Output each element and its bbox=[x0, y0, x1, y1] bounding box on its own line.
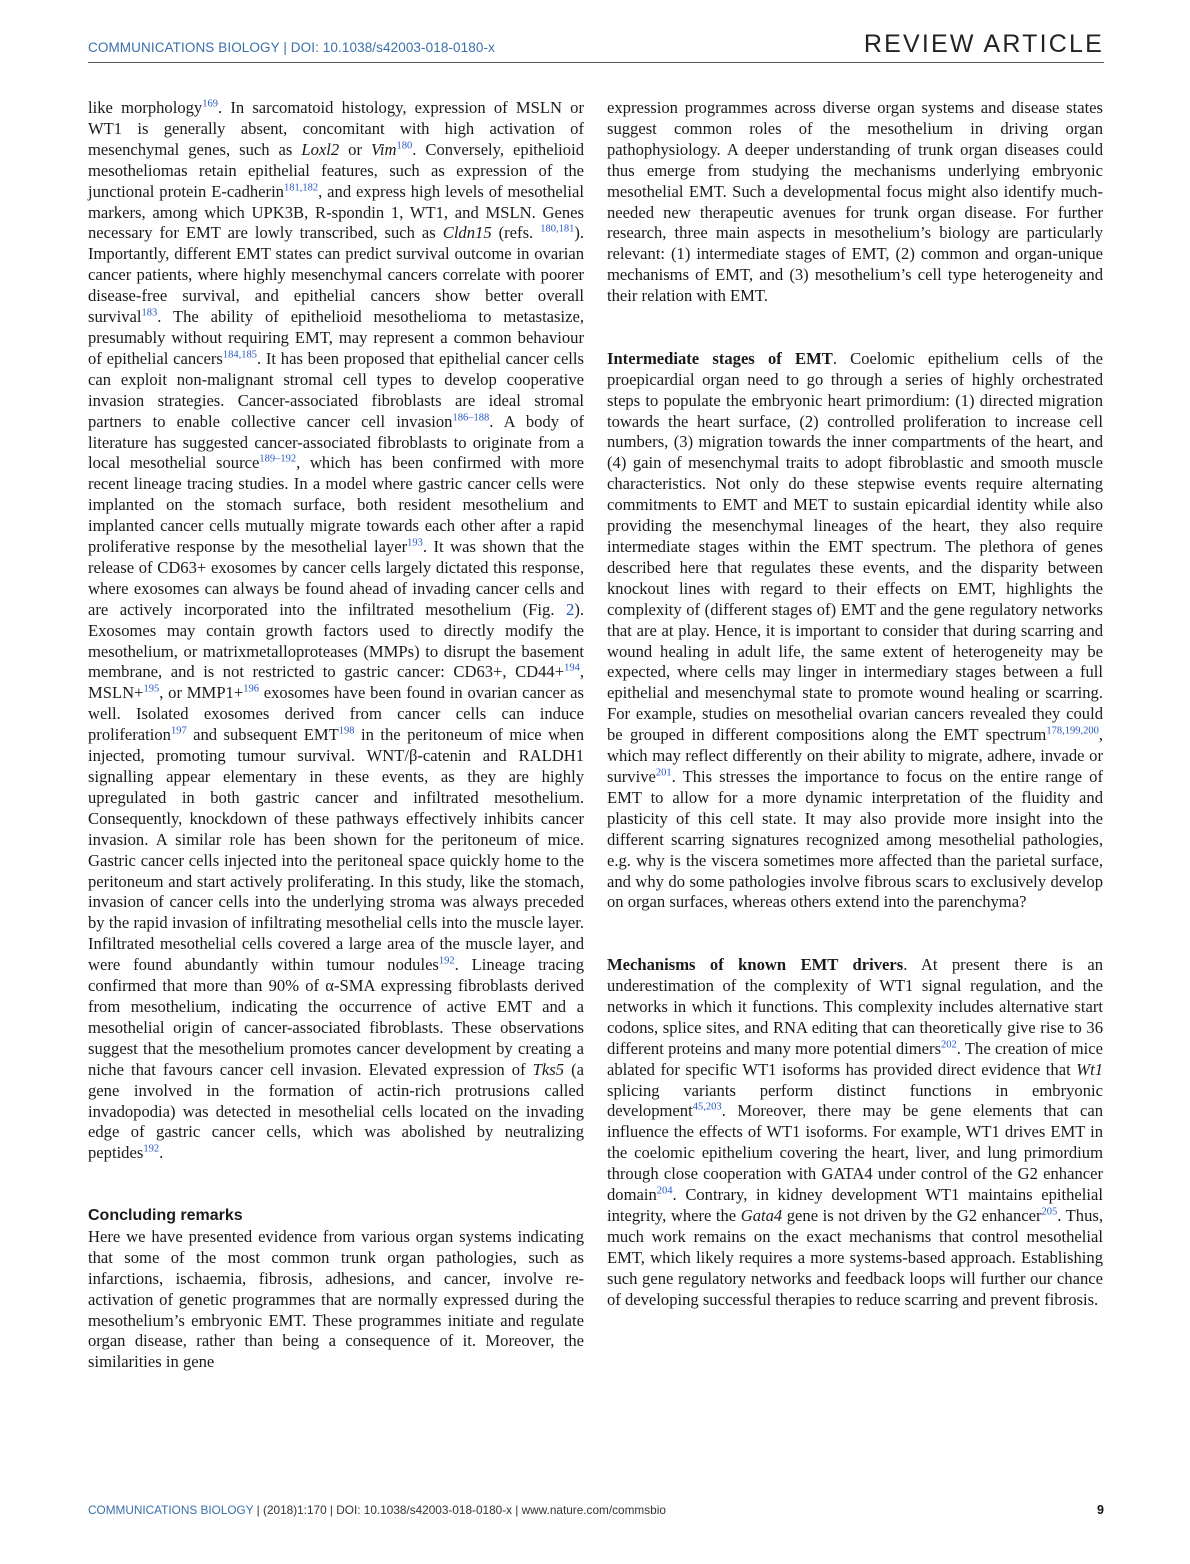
text-run: gene is not driven by the G2 enhancer bbox=[782, 1206, 1042, 1225]
text-run: . This stresses the importance to focus on the entire range of EMT to allow for a more dynamic interpretation of the fluidity and plasticity of this cell state. It may also provide more insight into the different scarring signatures recognized among mesothelial pathologies, e.g. why is the viscera sometimes more affected than the parietal surface, and why do some pathologies involve fibrous scars to exclusively develop on organ surfaces, whereas others extend into the parenchyma? bbox=[607, 766, 1103, 912]
text-run: . The ability of epithelioid mesothelioma to metastasize, presumably without requiring EMT, may represent a common behaviour of epithelial cancers bbox=[88, 307, 584, 368]
citation-link[interactable]: 184,185 bbox=[222, 349, 257, 361]
page-number: 9 bbox=[1097, 1503, 1104, 1517]
text-run: . It was shown that the release of CD63+ exosomes by cancer cells largely dictated this response, where exosomes can always be found ahead of invading cancer cells and are actively incorporated into the infiltrated mesothelium (Fig. bbox=[88, 537, 584, 619]
citation-link[interactable]: 180 bbox=[396, 140, 413, 152]
text-run: in the peritoneum of mice when injected, promoting tumour survival. WNT/β-catenin and RALDH1 signalling appear elementary in these events, as they are highly upregulated in both gastric cancer and infiltrated mesothelium. Consequently, knockdown of these pathways effectively inhibits cancer invasion. A similar role has been shown for the peritoneum of mice. Gastric cancer cells injected into the peritoneal space quickly home to the peritoneum and start actively proliferating. In this study, like the stomach, invasion of cancer cells into the underlying stroma was always preceded by the rapid invasion of infiltrating mesothelial cells into the muscle layer. Infiltrated mesothelial cells covered a large area of the muscle layer, and were found abundantly within tumour nodules bbox=[88, 725, 585, 975]
article-type-label: REVIEW ARTICLE bbox=[863, 30, 1104, 58]
citation-link[interactable]: 192 bbox=[438, 955, 455, 967]
text-run: exosomes have been found in ovarian cancer as well. Isolated exosomes derived from cancer cells can induce proliferation bbox=[88, 683, 584, 745]
text-run: ). Importantly, different EMT states can predict survival outcome in ovarian cancer patients, where highly mesenchymal cancers correlate with poorer disease-free survival, and epithelial cancers show better overall survival bbox=[88, 223, 584, 327]
text-run: expression programmes across diverse organ systems and disease states suggest common roles of the mesothelium in driving organ pathophysiology. A deeper understanding of trunk organ diseases could thus emerge from studying the mechanisms underlying embryonic mesothelial EMT. Such a developmental focus might also identify much-needed new therapeutic avenues for trunk organ disease. For further research, three main aspects in mesothelium’s biology are particularly relevant: (1) intermediate stages of EMT, (2) common and organ-unique mechanisms of EMT, and (3) mesothelium’s cell type heterogeneity and their relation with EMT. bbox=[607, 98, 1103, 306]
italic-gene-name: Loxl2 bbox=[301, 139, 340, 159]
section-spacer bbox=[88, 1164, 584, 1206]
text-run: . It has been proposed that epithelial cancer cells can exploit non-malignant stromal cell types to develop cooperative invasion strategies. Cancer-associated fibroblasts are ideal stromal partners to enable collective cancer cell invasion bbox=[88, 348, 584, 431]
left-paragraph-1 bbox=[88, 98, 584, 1164]
text-run: . A body of literature has suggested cancer-associated fibroblasts to originate from a local mesothelial source bbox=[88, 411, 584, 473]
text-run: like morphology bbox=[88, 98, 203, 117]
text-run: and subsequent EMT bbox=[186, 725, 339, 745]
header-rule bbox=[88, 62, 1104, 63]
header-separator: | bbox=[279, 40, 291, 55]
text-run: splicing variants perform distinct functions in embryonic development bbox=[607, 1080, 1103, 1121]
text-run: . Thus, much work remains on the exact mechanisms that control mesothelial EMT, which likely requires a more systems-based approach. Establishing such gene regulatory networks and feedback loops will further our chance of developing successful therapies to reduce scarring and prevent fibrosis. bbox=[607, 1206, 1103, 1309]
section-spacer bbox=[607, 913, 1103, 955]
left-column bbox=[88, 98, 584, 1373]
citation-link[interactable]: 201 bbox=[655, 767, 672, 779]
text-run: Here we have presented evidence from various organ systems indicating that some of the most common trunk organ pathologies, such as infarctions, ischaemia, fibrosis, adhesions, and cancer, involve re-activation of genetic programmes that are normally expressed during the mesothelium’s embryonic EMT. These programmes initiate and regulate organ disease, rather than being a consequence of it. Moreover, the similarities in gene bbox=[88, 1226, 584, 1372]
citation-link[interactable]: 198 bbox=[338, 725, 355, 737]
italic-gene-name: Wt1 bbox=[1076, 1059, 1103, 1079]
citation-link[interactable]: 195 bbox=[143, 683, 160, 695]
text-run: . The creation of mice ablated for specific WT1 isoforms has provided direct evidence that bbox=[607, 1038, 1103, 1079]
citation-link[interactable]: 45,203 bbox=[692, 1101, 722, 1113]
citation-link[interactable]: 196 bbox=[243, 683, 259, 695]
text-run: , or MMP1+ bbox=[159, 683, 244, 703]
citation-link[interactable]: 186–188 bbox=[452, 412, 490, 424]
text-run: , which may reflect differently on their ability to migrate, adhere, invade or survive bbox=[607, 725, 1103, 786]
right-column bbox=[607, 98, 1103, 1311]
text-run: . Coelomic epithelium cells of the proepicardial organ need to go through a series of highly orchestrated steps to populate the embryonic heart primordium: (1) directed migration towards the heart surface, (2) controlled proliferation to increase cell numbers, (3) migration towards the inner compartments of the heart, and (4) gain of mesenchymal traits to adopt fibroblastic and smooth muscle characteristics. Not only do these stepwise events require alternating commitments to EMT and MET to sustain epicardial identity while also providing the mesenchymal lineages of the heart, they also require intermediate stages within the EMT spectrum. The plethora of genes described here that regulates these events, and the disparity between knockout lines with regard to their effects on EMT, highlights the complexity of (different stages of) EMT and the gene regulatory networks that are at play. Hence, it is important to consider that during scarring and wound healing in adult life, the same extent of heterogeneity may be expected, where cells may linger in intermediary stages between a full epithelial and mesenchymal state to promote wound healing or scarring. For example, studies on mesothelial ovarian cancers revealed they could be grouped in different compositions along the EMT spectrum bbox=[607, 348, 1103, 745]
text-run: . bbox=[159, 1143, 164, 1163]
citation-link[interactable]: 178,199,200 bbox=[1046, 725, 1099, 737]
text-run: or bbox=[339, 139, 371, 159]
text-run: . Moreover, there may be gene elements that can influence the effects of WT1 isoforms. For example, WT1 drives EMT in the coelomic epithelium covering the heart, liver, and lung primordium through close cooperation with GATA4 under control of the G2 enhancer domain bbox=[607, 1101, 1103, 1205]
citation-link[interactable]: 180,181 bbox=[540, 223, 575, 235]
text-run: . Conversely, epithelioid mesotheliomas retain epithelial features, such as expression of the junctional protein E-cadherin bbox=[88, 139, 584, 201]
emt-drivers-paragraph bbox=[607, 955, 1103, 1310]
italic-gene-name: Tks5 bbox=[532, 1059, 565, 1079]
footer-journal-name: COMMUNICATIONS BIOLOGY bbox=[88, 1503, 254, 1517]
italic-gene-name: Cldn15 bbox=[442, 223, 492, 243]
run-in-heading: Mechanisms of known EMT drivers bbox=[607, 955, 904, 975]
text-run: . Lineage tracing confirmed that more than 90% of α-SMA expressing fibroblasts derived from mesothelium, indicating the occurrence of active EMT and a mesothelial origin of cancer-associated fibroblasts. These observations suggest that the mesothelium promotes cancer development by creating a niche that favours cancer cell invasion. Elevated expression of bbox=[88, 955, 585, 1079]
figure-reference-link[interactable]: 2 bbox=[566, 599, 575, 619]
citation-link[interactable]: 181,182 bbox=[283, 182, 319, 194]
text-run: ). Exosomes may contain growth factors used to directly modify the mesothelium, or matrixmetalloproteases (MMPs) to disrupt the basement membrane, and is not restricted to gastric cancer: CD63+, CD44+ bbox=[88, 599, 584, 682]
text-run: . Contrary, in kidney development WT1 maintains epithelial integrity, where the bbox=[607, 1185, 1103, 1225]
run-in-heading: Intermediate stages of EMT bbox=[607, 348, 833, 368]
italic-gene-name: Gata4 bbox=[740, 1206, 783, 1225]
section-spacer bbox=[607, 307, 1103, 349]
page-footer bbox=[88, 1503, 1104, 1517]
text-run: . In sarcomatoid histology, expression of MSLN or WT1 is generally absent, concomitant with high activation of mesenchymal genes, such as bbox=[88, 98, 585, 159]
text-run: , which has been confirmed with more recent lineage tracing studies. In a model where gastric cancer cells were implanted on the stomach surface, both resident mesothelium and implanted cancer cells mutually migrate towards each other after a rapid proliferative response by the mesothelial layer bbox=[88, 453, 584, 557]
citation-link[interactable]: 192 bbox=[143, 1143, 160, 1155]
journal-name: COMMUNICATIONS BIOLOGY bbox=[88, 40, 280, 55]
text-run: (refs. bbox=[491, 223, 541, 243]
citation-link[interactable]: 204 bbox=[656, 1185, 673, 1197]
citation-link[interactable]: 205 bbox=[1041, 1206, 1058, 1218]
citation-link[interactable]: 194 bbox=[564, 662, 580, 674]
text-run: . At present there is an underestimation of the complexity of WT1 signal regulation, and the networks in which it functions. This complexity includes alternative start codons, splice sites, and RNA editing that can theoretically give rise to 36 different proteins and many more potential dimers bbox=[607, 955, 1103, 1058]
left-paragraph-2 bbox=[88, 1227, 584, 1373]
citation-link[interactable]: 183 bbox=[141, 307, 158, 319]
text-run: , and express high levels of mesothelial markers, among which UPK3B, R-spondin 1, WT1, and MSLN. Genes necessary for EMT are lowly transcribed, such as bbox=[88, 181, 584, 243]
italic-gene-name: Vim bbox=[371, 139, 397, 159]
citation-link[interactable]: 202 bbox=[941, 1039, 957, 1051]
running-header-left bbox=[88, 40, 495, 55]
right-paragraph-1 bbox=[607, 98, 1103, 307]
intermediate-stages-paragraph bbox=[607, 349, 1103, 913]
text-run: , MSLN+ bbox=[88, 662, 584, 703]
footer-citation: | (2018)1:170 | DOI: 10.1038/s42003-018-0180-x | www.nature.com/commsbio bbox=[253, 1503, 666, 1517]
header-doi[interactable]: DOI: 10.1038/s42003-018-0180-x bbox=[290, 40, 495, 55]
citation-link[interactable]: 189–192 bbox=[259, 453, 297, 465]
citation-link[interactable]: 193 bbox=[407, 537, 423, 549]
citation-link[interactable]: 197 bbox=[170, 725, 187, 737]
concluding-remarks-heading: Concluding remarks bbox=[88, 1207, 243, 1225]
citation-link[interactable]: 169 bbox=[202, 98, 218, 110]
text-run: (a gene involved in the formation of actin-rich protrusions called invadopodia) was detected in mesothelial cells located on the invading edge of gastric cancer cells, which was abolished by neutralizing peptides bbox=[88, 1059, 584, 1163]
